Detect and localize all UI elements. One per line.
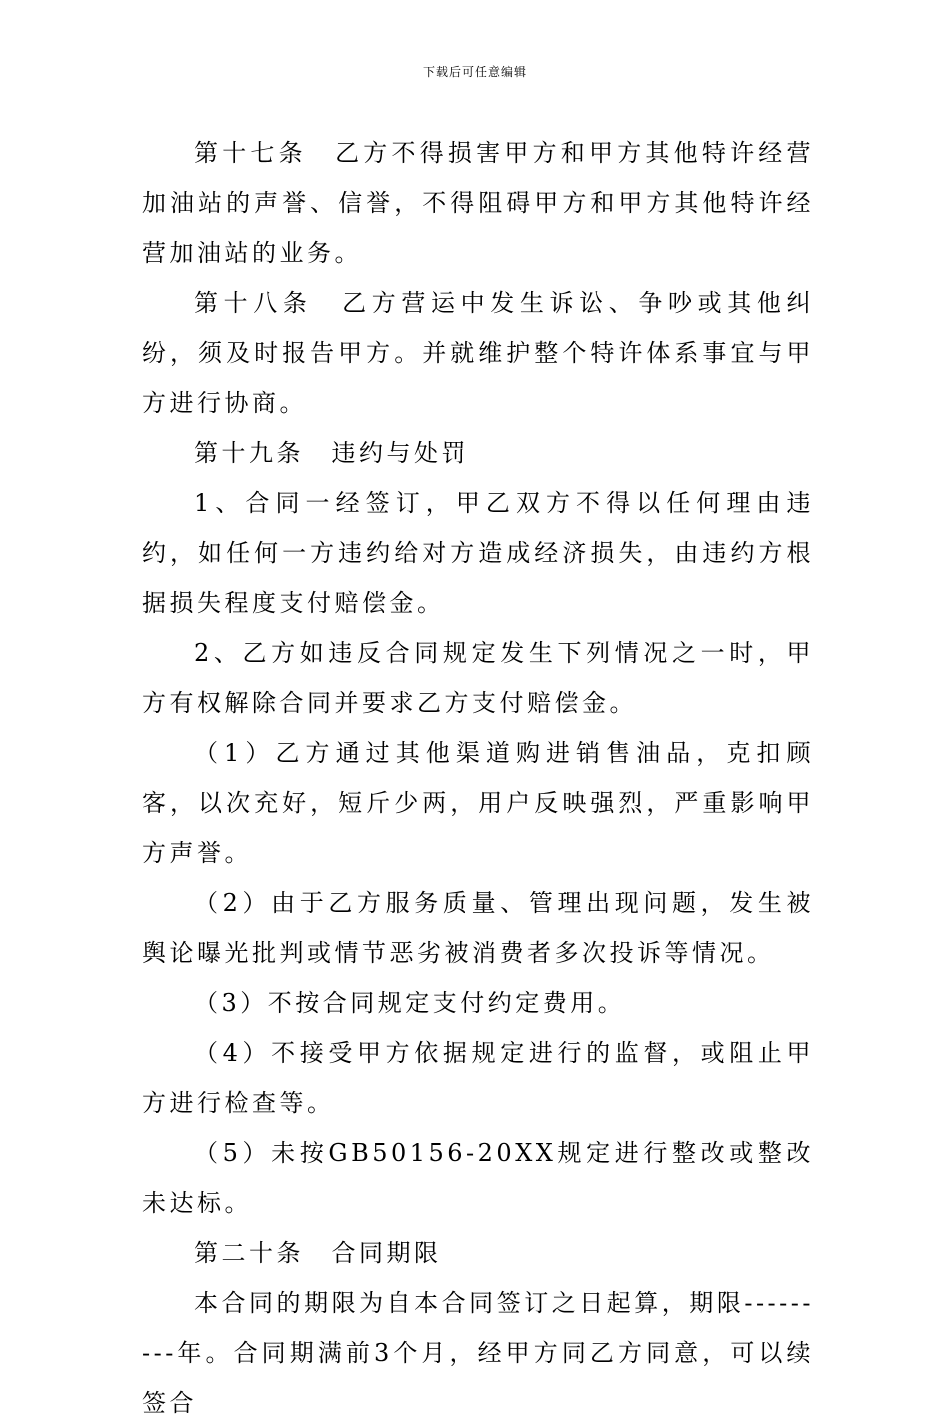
sub-clause-5: （5）未按GB50156-20XX规定进行整改或整改未达标。 xyxy=(142,1139,814,1217)
article-17: 第十七条 乙方不得损害甲方和甲方其他特许经营加油站的声誉、信誉，不得阻碍甲方和甲方其他特许经营加油站的业务。 xyxy=(142,139,814,267)
clause-1: 1、合同一经签订，甲乙双方不得以任何理由违约，如任何一方违约给对方造成经济损失，由违约方根据损失程度支付赔偿金。 xyxy=(142,489,814,617)
clause-2: 2、乙方如违反合同规定发生下列情况之一时，甲方有权解除合同并要求乙方支付赔偿金。 xyxy=(142,639,814,717)
sub-clause-4: （4）不接受甲方依据规定进行的监督，或阻止甲方进行检查等。 xyxy=(142,1039,814,1117)
contract-term-paragraph: 本合同的期限为自本合同签订之日起算，期限---------年。合同期满前3个月，经甲方同乙方同意，可以续签合 xyxy=(142,1289,814,1417)
sub-clause-2: （2）由于乙方服务质量、管理出现问题，发生被舆论曝光批判或情节恶劣被消费者多次投诉等情况。 xyxy=(142,889,814,967)
article-20-heading: 第二十条 合同期限 xyxy=(194,1239,442,1267)
article-19-heading: 第十九条 违约与处罚 xyxy=(194,439,469,467)
article-18: 第十八条 乙方营运中发生诉讼、争吵或其他纠纷，须及时报告甲方。并就维护整个特许体系事宜与甲方进行协商。 xyxy=(142,289,814,417)
sub-clause-1: （1）乙方通过其他渠道购进销售油品，克扣顾客，以次充好，短斤少两，用户反映强烈，严重影响甲方声誉。 xyxy=(142,739,814,867)
sub-clause-3: （3）不按合同规定支付约定费用。 xyxy=(194,989,626,1017)
page-header: 下载后可任意编辑 xyxy=(422,65,527,79)
document-body xyxy=(142,128,814,1428)
